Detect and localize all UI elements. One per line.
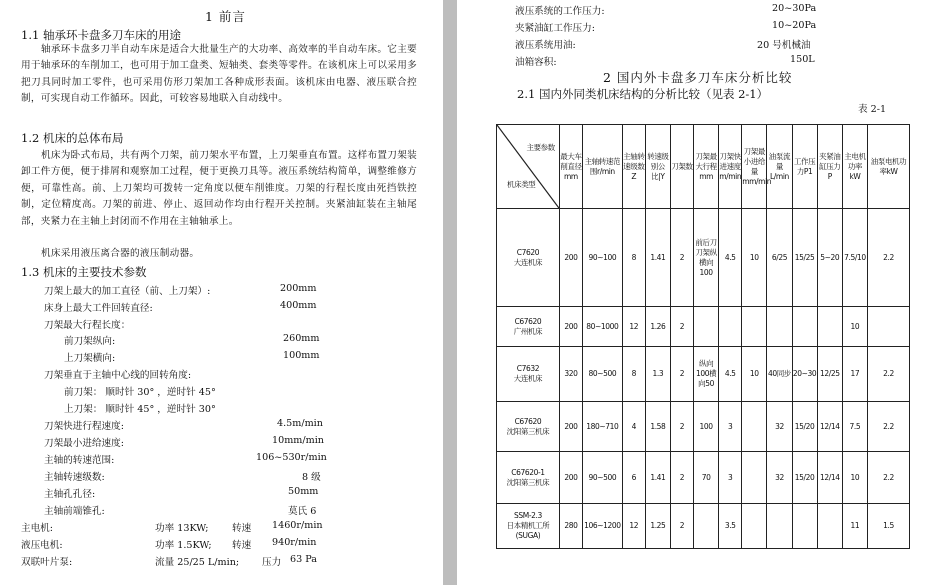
section-1-3-heading: 1.3 机床的主要技术参数 xyxy=(21,265,147,279)
table-cell: 15/25 xyxy=(792,209,817,307)
table-cell xyxy=(868,307,910,347)
table-row xyxy=(497,452,910,504)
machine-maker: 沈阳第三机床 xyxy=(506,426,550,436)
page-gutter xyxy=(443,0,457,585)
column-header: 油泵电机功率kW xyxy=(868,125,910,209)
machine-type-cell xyxy=(497,402,560,452)
table-cell: 20~30 xyxy=(792,347,817,402)
table-cell: 2.2 xyxy=(868,452,910,504)
machine-maker: 大连机床 xyxy=(513,257,543,267)
column-header: 刀架快进速度m/min xyxy=(719,125,742,209)
table-cell xyxy=(719,307,742,347)
column-header: 主轴转速范围r/min xyxy=(582,125,622,209)
table-cell: 3 xyxy=(719,402,742,452)
table-cell: 17 xyxy=(842,347,867,402)
machine-model: C7620 xyxy=(516,247,540,257)
spec-label: 夹紧油缸工作压力: xyxy=(515,23,595,34)
spec-value: 功率 13KW; xyxy=(155,523,209,534)
table-header-row xyxy=(497,125,910,209)
column-header: 工作压力P1 xyxy=(792,125,817,209)
table-cell: 6 xyxy=(622,452,645,504)
spec-label: 转速 xyxy=(232,540,252,551)
table-cell: 前后刀刀架纵横向100 xyxy=(694,209,719,307)
spec-label: 油箱容积: xyxy=(515,57,557,68)
table-cell: 1.25 xyxy=(645,504,670,549)
table-cell: 2 xyxy=(670,402,693,452)
spec-label: 主轴转速级数: xyxy=(44,472,105,483)
table-cell: 1.5 xyxy=(868,504,910,549)
spec-value: 1460r/min xyxy=(272,520,323,531)
table-cell xyxy=(767,504,792,549)
table-cell: 7.5/10 xyxy=(842,209,867,307)
table-cell: 12/14 xyxy=(817,402,842,452)
table-cell xyxy=(742,307,767,347)
spec-label: 刀架最大行程长度： xyxy=(44,320,131,331)
table-cell: 32 xyxy=(767,402,792,452)
table-caption: 表 2-1 xyxy=(858,104,887,115)
spec-value: 100mm xyxy=(283,350,320,361)
section-1-1-heading: 1.1 轴承环卡盘多刀车床的用途 xyxy=(21,28,181,42)
table-cell: 2.2 xyxy=(868,402,910,452)
table-cell: 12 xyxy=(622,307,645,347)
table-cell xyxy=(742,452,767,504)
table-row xyxy=(497,347,910,402)
table-cell: 1.58 xyxy=(645,402,670,452)
corner-top-label: 主要参数 xyxy=(526,143,555,152)
spec-label: 液压电机: xyxy=(21,540,63,551)
table-cell: 10 xyxy=(742,209,767,307)
table-cell: 8 xyxy=(622,347,645,402)
spec-label: 主电机: xyxy=(21,523,54,534)
machine-type-cell xyxy=(497,209,560,307)
table-cell: 8 xyxy=(622,209,645,307)
table-cell: 90~500 xyxy=(582,452,622,504)
chapter-2-title: 2 国内外卡盘多刀车床分析比较 xyxy=(603,70,793,85)
spec-label: 刀架垂直于主轴中心线的回转角度: xyxy=(44,370,192,381)
table-cell: 10 xyxy=(842,452,867,504)
table-cell: 6/25 xyxy=(767,209,792,307)
table-cell: 2 xyxy=(670,504,693,549)
column-header: 夹紧油缸压力P xyxy=(817,125,842,209)
table-cell: 80~1000 xyxy=(582,307,622,347)
table-cell: 32 xyxy=(767,452,792,504)
table-cell xyxy=(742,504,767,549)
machine-maker: 大连机床 xyxy=(513,374,543,383)
spec-value: 10~20Pa xyxy=(772,20,817,31)
table-cell: 2 xyxy=(670,209,693,307)
machine-model: C67620-1 xyxy=(511,467,545,477)
table-row xyxy=(497,504,910,549)
table-cell: 12/14 xyxy=(817,452,842,504)
table-row xyxy=(497,209,910,307)
spec-value: 4.5m/min xyxy=(277,418,323,429)
column-header: 刀架数 xyxy=(670,125,693,209)
spec-label: 液压系统用油: xyxy=(515,40,576,51)
spec-value: 260mm xyxy=(283,333,320,344)
spec-label: 上刀架横向: xyxy=(64,353,116,364)
spec-value: 200mm xyxy=(280,283,317,294)
spec-value: 10mm/min xyxy=(272,435,324,446)
machine-model: C67620 xyxy=(514,416,542,426)
table-cell: 12 xyxy=(622,504,645,549)
table-cell: 2.2 xyxy=(868,347,910,402)
spec-label: 刀架上最大的加工直径（前、上刀架）: xyxy=(44,286,211,297)
table-cell xyxy=(742,402,767,452)
table-cell: 1.41 xyxy=(645,209,670,307)
spec-value: 莫氏 6 xyxy=(288,506,317,517)
comparison-table xyxy=(496,124,910,549)
spec-value: 20~30Pa xyxy=(772,3,817,14)
spec-value: 106~530r/min xyxy=(256,452,327,463)
spec-value: 50mm xyxy=(288,486,319,497)
table-cell: 320 xyxy=(559,347,582,402)
table-cell: 106~1200 xyxy=(582,504,622,549)
table-cell: 200 xyxy=(559,402,582,452)
spec-label: 双联叶片泵: xyxy=(21,557,73,568)
machine-model: SSM-2.3 xyxy=(514,511,542,520)
machine-maker: 日本精机工所(SUGA) xyxy=(506,521,550,540)
table-cell: 15/20 xyxy=(792,452,817,504)
table-cell: 200 xyxy=(559,209,582,307)
table-cell: 2.2 xyxy=(868,209,910,307)
table-cell: 280 xyxy=(559,504,582,549)
chapter-1-title: 1 前言 xyxy=(205,9,246,24)
section-1-2-note: 机床采用液压离合器的液压制动器。 xyxy=(41,248,200,259)
column-header: 主电机功率kW xyxy=(842,125,867,209)
spec-label: 上刀架： 顺时针 45° ，逆时针 30° xyxy=(64,404,216,415)
table-cell xyxy=(767,307,792,347)
machine-type-cell xyxy=(497,504,560,549)
table-cell: 70 xyxy=(694,452,719,504)
table-corner-cell xyxy=(497,125,560,209)
column-header: 转速级别公比|Y xyxy=(645,125,670,209)
table-cell xyxy=(792,504,817,549)
spec-label: 主轴孔孔径: xyxy=(44,489,96,500)
spec-label: 刀架最小进给速度: xyxy=(44,438,124,449)
table-cell: 10 xyxy=(842,307,867,347)
table-cell: 5~20 xyxy=(817,209,842,307)
table-cell: 180~710 xyxy=(582,402,622,452)
spec-value: 63 Pa xyxy=(290,554,318,565)
table-cell xyxy=(817,307,842,347)
table-cell: 12/25 xyxy=(817,347,842,402)
column-header: 刀架最小进给量mm/min xyxy=(742,125,767,209)
spec-value: 400mm xyxy=(280,300,317,311)
table-cell: 4.5 xyxy=(719,209,742,307)
table-cell: 200 xyxy=(559,452,582,504)
table-cell: 40同步 xyxy=(767,347,792,402)
table-cell: 10 xyxy=(742,347,767,402)
spec-label: 主轴的转速范围: xyxy=(44,455,115,466)
table-cell: 2 xyxy=(670,452,693,504)
spec-value: 20 号机械油 xyxy=(757,40,811,51)
column-header: 最大车削直径mm xyxy=(559,125,582,209)
table-cell: 3 xyxy=(719,452,742,504)
spec-label: 压力 xyxy=(262,557,282,568)
spec-label: 液压系统的工作压力: xyxy=(515,6,605,17)
table-cell: 15/20 xyxy=(792,402,817,452)
section-2-1-heading: 2.1 国内外同类机床结构的分析比较（见表 2-1） xyxy=(517,87,769,101)
table-cell: 100 xyxy=(694,402,719,452)
column-header: 主轴转速级数Z xyxy=(622,125,645,209)
machine-model: C7632 xyxy=(516,364,540,373)
table-cell: 7.5 xyxy=(842,402,867,452)
machine-type-cell xyxy=(497,452,560,504)
table-cell: 1.41 xyxy=(645,452,670,504)
spec-label: 前刀架： 顺时针 30° ，逆时针 45° xyxy=(64,387,216,398)
table-row xyxy=(497,307,910,347)
table-cell: 纵向100横向50 xyxy=(694,347,719,402)
machine-maker: 广州机床 xyxy=(513,326,543,336)
table-row xyxy=(497,402,910,452)
table-cell xyxy=(694,307,719,347)
spec-value: 940r/min xyxy=(272,537,317,548)
machine-model: C67620 xyxy=(514,316,542,326)
table-cell: 80~500 xyxy=(582,347,622,402)
corner-bottom-label: 机床类型 xyxy=(507,180,536,189)
corner-diagonal xyxy=(497,125,559,208)
table-cell: 200 xyxy=(559,307,582,347)
section-1-2-paragraph: 机床为卧式布局，共有两个刀架，前刀架水平布置，上刀架垂直布置。这样布置刀架装卸工件方便，便于排屑和观察加工过程，便于更换刀具等。液压系统结构简单，调整维修方便，可靠性高。前、上刀架均可拨转一定角度以便车削锥度。刀架的行程长度由死挡铁控制，定位精度高。刀架的前进、停止、返回动作均由行程开关控制。夹紧油缸装在主轴尾部，夹紧力在主轴上封闭而不作用在主轴轴承上。 xyxy=(21,150,417,227)
table-cell: 11 xyxy=(842,504,867,549)
table-cell xyxy=(792,307,817,347)
column-header: 油泵流量L/min xyxy=(767,125,792,209)
spec-label: 转速 xyxy=(232,523,252,534)
table-body xyxy=(497,209,910,549)
machine-type-cell xyxy=(497,347,560,402)
machine-type-cell xyxy=(497,307,560,347)
spec-label: 刀架快进行程速度: xyxy=(44,421,124,432)
table-cell xyxy=(817,504,842,549)
spec-label: 前刀架纵向: xyxy=(64,336,116,347)
table-cell: 4 xyxy=(622,402,645,452)
table-cell: 1.3 xyxy=(645,347,670,402)
table-cell: 1.26 xyxy=(645,307,670,347)
left-page xyxy=(0,0,443,585)
table-cell: 90~100 xyxy=(582,209,622,307)
section-1-2-heading: 1.2 机床的总体布局 xyxy=(21,131,124,145)
table-cell: 4.5 xyxy=(719,347,742,402)
spec-label: 主轴前端锥孔: xyxy=(44,506,105,517)
spec-label: 床身上最大工件回转直径: xyxy=(44,303,153,314)
spec-value: 150L xyxy=(790,54,815,65)
machine-maker: 沈阳第三机床 xyxy=(506,477,550,487)
section-1-1-paragraph: 轴承环卡盘多刀半自动车床是适合大批量生产的大功率、高效率的半自动车床。它主要用于轴承环的车削加工，也可用于加工盘类、短轴类、套类等零件。在该机床上可以采用多把刀具同时加工零件，也可采用仿形刀架加工各种成形表面。该机床由电器、液压联合控制，可实现自动工作循环。因此，可较容易地联入自动线中。 xyxy=(21,44,417,105)
table-cell: 2 xyxy=(670,307,693,347)
table-cell: 3.5 xyxy=(719,504,742,549)
table-cell xyxy=(694,504,719,549)
column-header: 刀架最大行程mm xyxy=(694,125,719,209)
spec-value: 流量 25/25 L/min; xyxy=(155,557,240,568)
spec-value: 功率 1.5KW; xyxy=(155,540,212,551)
spec-value: 8 级 xyxy=(302,472,321,483)
table-cell: 2 xyxy=(670,347,693,402)
